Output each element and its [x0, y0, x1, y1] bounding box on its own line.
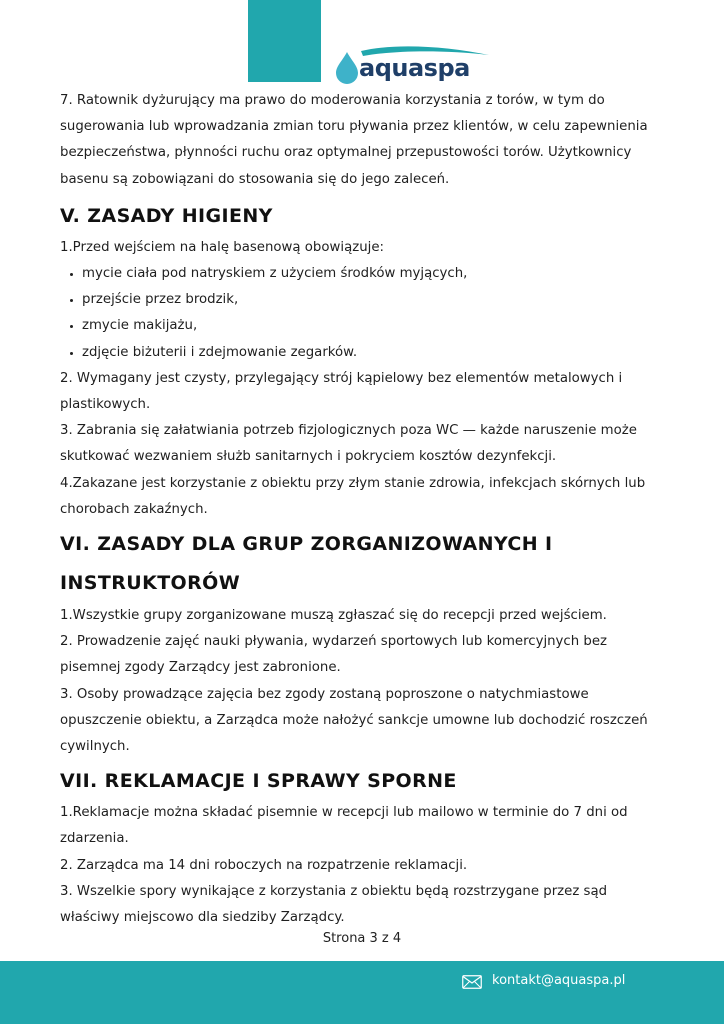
section-7-paragraph-3: 3. Wszelkie spory wynikające z korzystania z obiektu będą rozstrzygane przez sąd właściwy miejscowo dla siedziby Zarządcy.: [60, 883, 608, 926]
list-item: przejście przez brodzik,: [82, 287, 655, 313]
section-7-paragraph-2: 2. Zarządca ma 14 dni roboczych na rozpatrzenie reklamacji.: [60, 857, 468, 873]
footer-email-link[interactable]: kontakt@aquaspa.pl: [492, 973, 626, 988]
list-item: zdjęcie biżuterii i zdejmowanie zegarków.: [82, 340, 655, 366]
regulations-content: [60, 88, 655, 931]
section-5-paragraph-1: 1.Przed wejściem na halę basenową obowiązuje:: [60, 239, 384, 255]
hygiene-list: [60, 261, 655, 366]
section-5-heading: V. ZASADY HIGIENY: [60, 204, 273, 227]
page-number: Strona 3 z 4: [322, 931, 402, 946]
aquaspa-logo: [335, 44, 495, 86]
logo-text: aquaspa: [359, 54, 470, 82]
water-drop-icon: [336, 52, 358, 84]
paragraph-7: 7. Ratownik dyżurujący ma prawo do moderowania korzystania z torów, w tym do sugerowania lub wprowadzania zmian toru pływania przez klientów, w celu zapewnienia bezpieczeństwa, płynności ruchu oraz optymalnej przepustowości torów. Użytkownicy basenu są zobowiązani do stosowania się do jego zaleceń.: [60, 93, 648, 187]
list-item: mycie ciała pod natryskiem z użyciem środków myjących,: [82, 261, 655, 287]
list-item: zmycie makijażu,: [82, 313, 655, 339]
section-7-paragraph-1: 1.Reklamacje można składać pisemnie w recepcji lub mailowo w terminie do 7 dni od zdarzenia.: [60, 805, 628, 847]
section-6-paragraph-2: 2. Prowadzenie zajęć nauki pływania, wydarzeń sportowych lub komercyjnych bez pisemnej zgody Zarządcy jest zabronione.: [60, 634, 607, 676]
section-6-heading: VI. ZASADY DLA GRUP ZORGANIZOWANYCH I INSTRUKTORÓW: [60, 533, 553, 595]
mail-icon: [462, 975, 482, 989]
section-6-paragraph-1: 1.Wszystkie grupy zorganizowane muszą zgłaszać się do recepcji przed wejściem.: [60, 608, 607, 624]
footer-bar: [0, 961, 724, 1024]
section-6-paragraph-3: 3. Osoby prowadzące zajęcia bez zgody zostaną poproszone o natychmiastowe opuszczenie obiektu, a Zarządca może nałożyć sankcje umowne lub dochodzić roszczeń cywilnych.: [60, 686, 648, 755]
header-accent-block: [248, 0, 321, 82]
section-5-paragraph-4: 4.Zakazane jest korzystanie z obiektu przy złym stanie zdrowia, infekcjach skórnych lub chorobach zakaźnych.: [60, 475, 646, 517]
section-5-paragraph-2: 2. Wymagany jest czysty, przylegający strój kąpielowy bez elementów metalowych i plastikowych.: [60, 370, 623, 413]
section-5-paragraph-3: 3. Zabrania się załatwiania potrzeb fizjologicznych poza WC — każde naruszenie może skutkować wezwaniem służb sanitarnych i pokryciem kosztów dezynfekcji.: [60, 423, 637, 465]
section-7-heading: VII. REKLAMACJE I SPRAWY SPORNE: [60, 770, 457, 793]
